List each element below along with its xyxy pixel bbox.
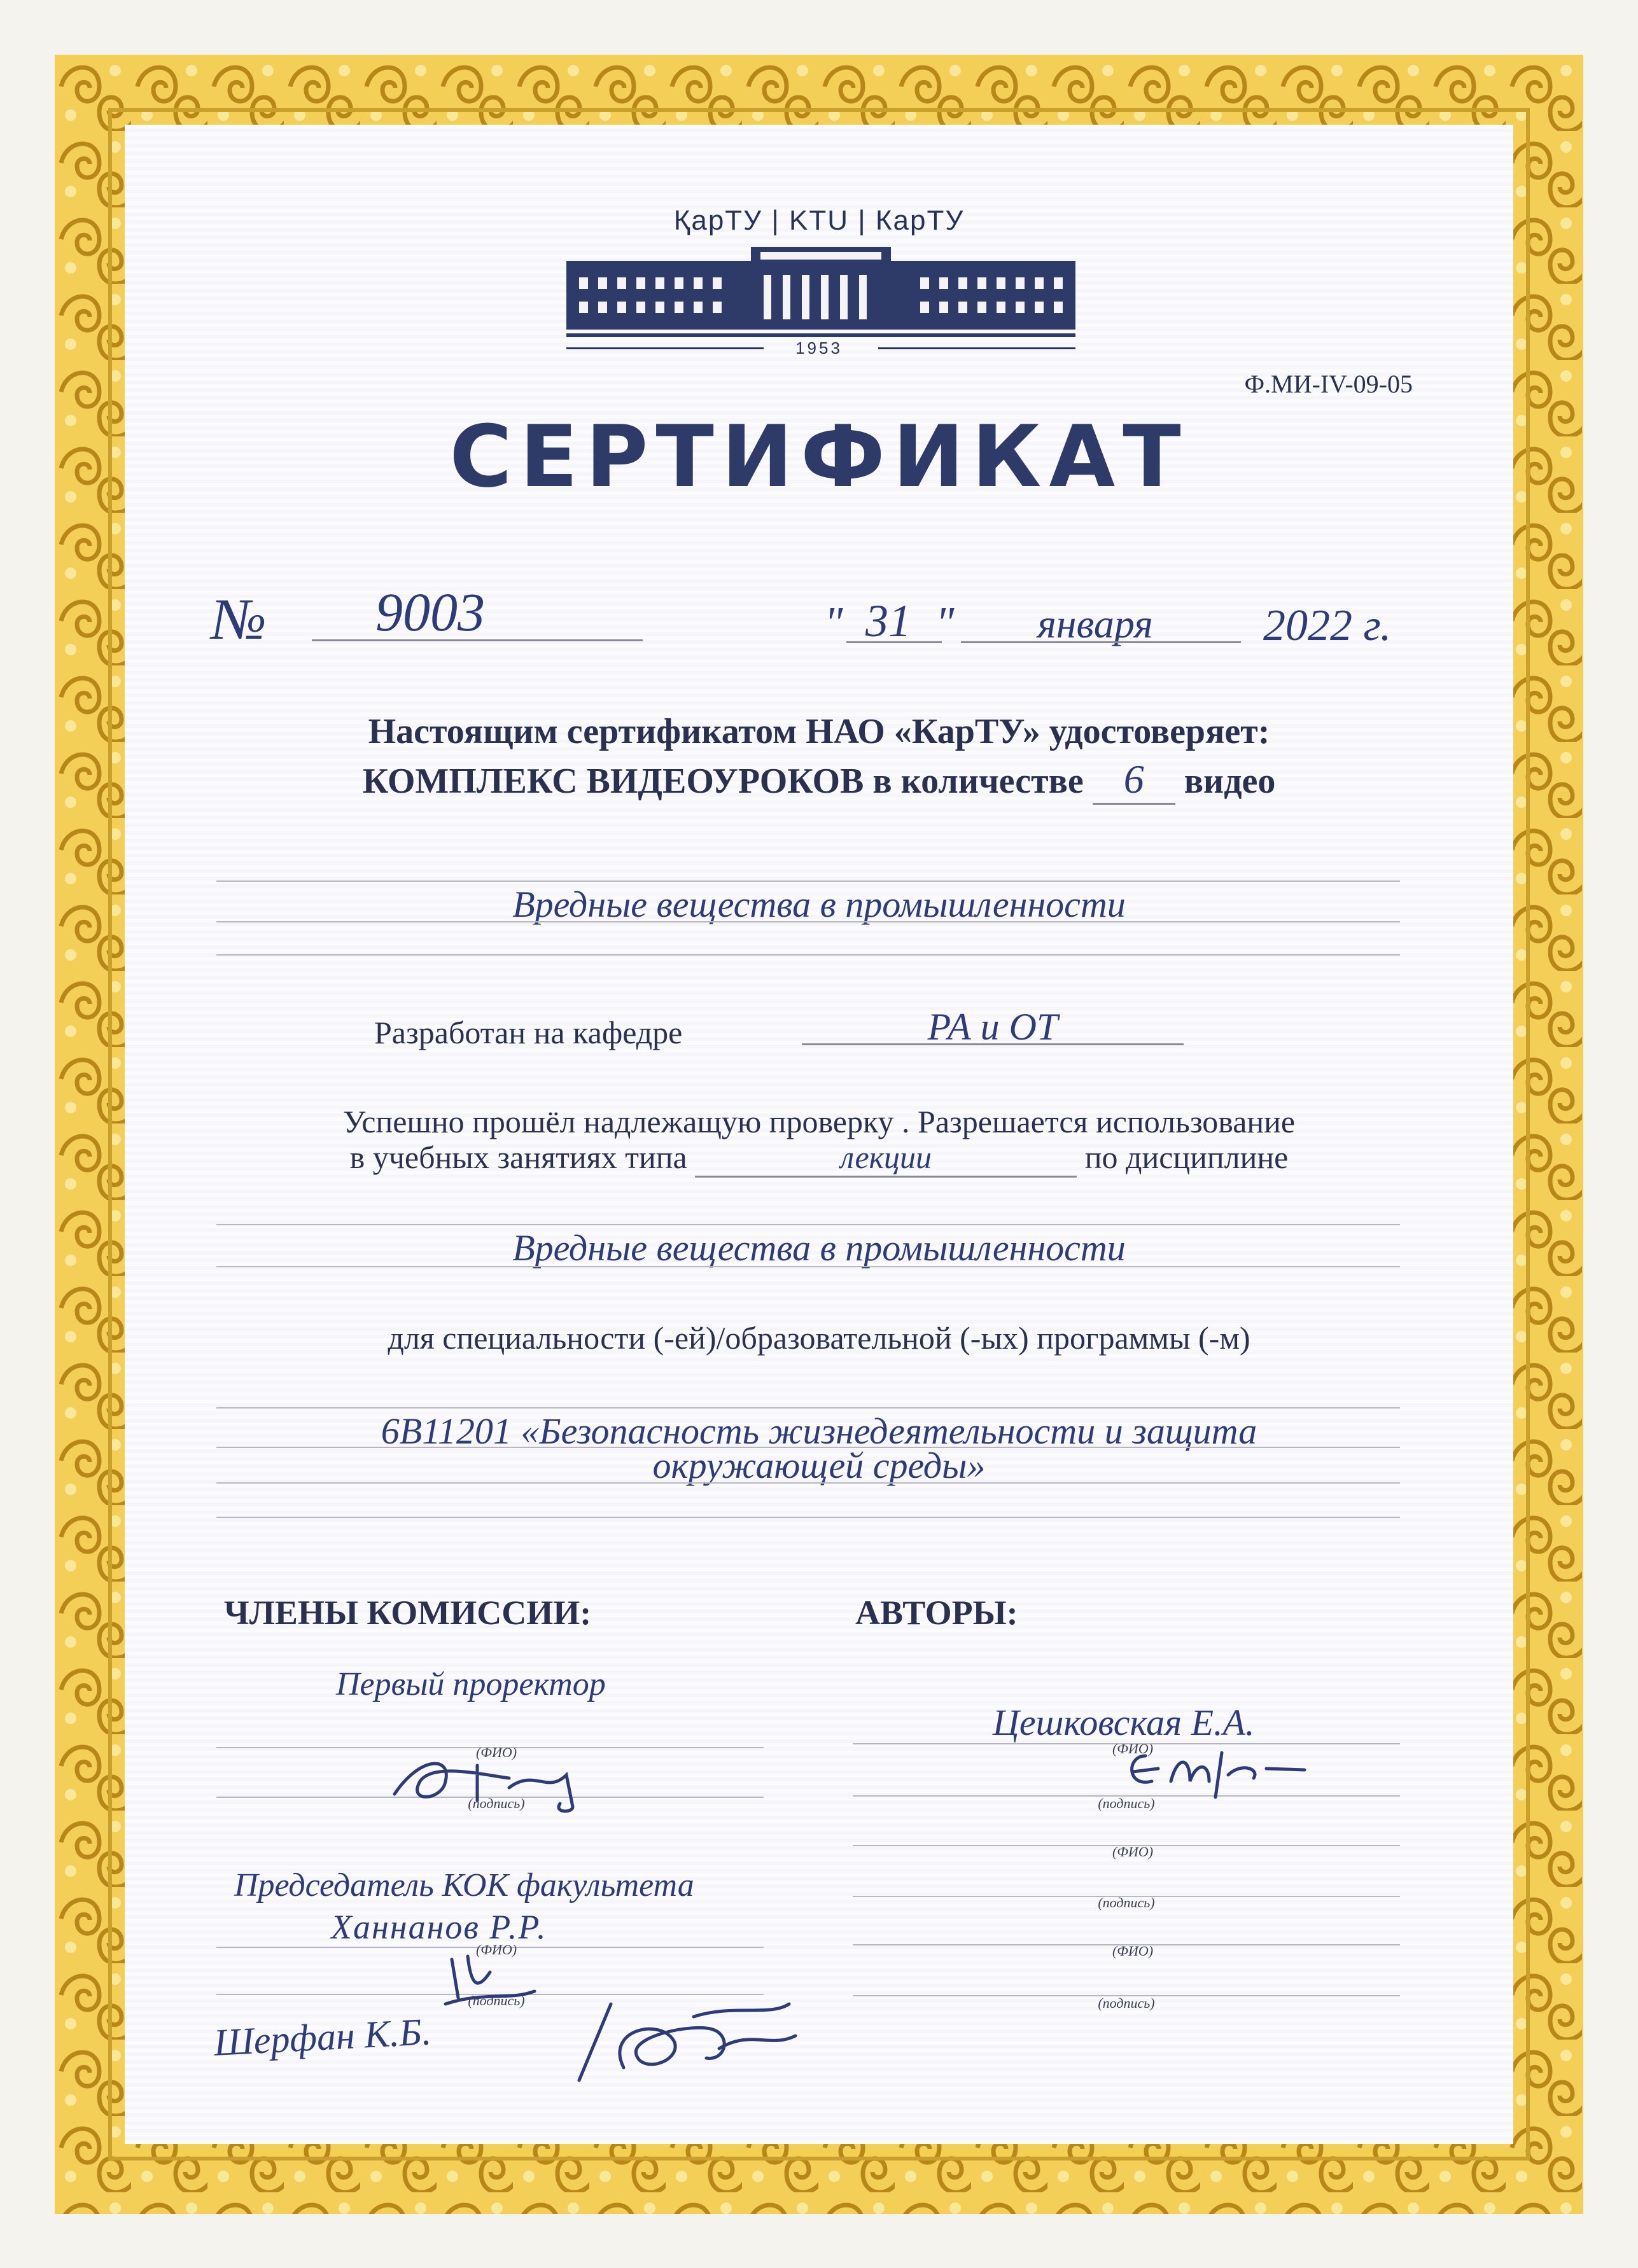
approval-line2-suffix: по дисциплине [1084, 1139, 1289, 1175]
date-open-quote: " [824, 599, 843, 648]
number-underline [312, 639, 643, 641]
date-year: 2022 г. [1263, 601, 1392, 650]
author1-signature-label: (подпись) [1098, 1795, 1155, 1811]
commission-heading: ЧЛЕНЫ КОМИССИИ: [224, 1594, 592, 1632]
author1-name: Цешковская Е.А. [993, 1702, 1255, 1743]
specialty-line-top [216, 1407, 1400, 1409]
specialty-label: для специальности (-ей)/образовательной (-ых) программы (-м) [388, 1320, 1250, 1356]
approval-line2 [0, 1139, 1638, 1178]
approval-line1: Успешно прошёл надлежащую проверку . Разрешается использование [342, 1104, 1296, 1139]
department-underline [802, 1043, 1184, 1045]
author1-signature-icon [1120, 1737, 1324, 1800]
specialty-line1: 6В11201 «Безопасность жизнедеятельности и защита [381, 1410, 1257, 1452]
commission-member1-role: Первый проректор [336, 1666, 606, 1702]
logo-year: 1953 [795, 338, 843, 358]
month-underline [961, 641, 1241, 643]
commission-member2-name: Ханнанов Р.Р. [331, 1908, 547, 1946]
department-value: РА и ОТ [927, 1006, 1058, 1048]
course-line-bottom [216, 954, 1400, 956]
specialty-line-mid2 [216, 1482, 1400, 1484]
course-line-top [216, 880, 1400, 882]
author1-fio-label: (ФИО) [1112, 1741, 1154, 1757]
number-sign: № [211, 587, 267, 651]
specialty-line2: окружающей среды» [652, 1445, 986, 1486]
course-title: Вредные вещества в промышленности [512, 884, 1126, 925]
member1-signature-icon [382, 1743, 611, 1819]
day-underline [846, 641, 942, 643]
lesson-type: лекции [695, 1139, 1077, 1178]
certificate-number: 9003 [375, 581, 485, 643]
certificate-title: СЕРТИФИКАТ [449, 407, 1189, 506]
video-count: 6 [1093, 756, 1175, 805]
author2-signature-label: (подпись) [1098, 1895, 1155, 1910]
member1-signature-label: (подпись) [468, 1795, 525, 1811]
author3-signature-label: (подпись) [1098, 1995, 1155, 2011]
approval-line2-prefix: в учебных занятиях типа [349, 1139, 687, 1175]
member3-signature-icon [566, 1991, 808, 2093]
date-close-quote: " [935, 599, 955, 648]
building-logo-icon [566, 247, 1075, 349]
commission-member2-role: Председатель КОК факультета [234, 1867, 694, 1903]
statement-line2-suffix: видео [1184, 762, 1276, 801]
specialty-line-bottom [216, 1517, 1400, 1518]
date-day: 31 [865, 595, 911, 646]
member2-signature-label: (подпись) [468, 1993, 525, 2008]
logo-text: ҚарТУ | KTU | КарТУ [673, 205, 965, 236]
department-label: Разработан на кафедре [374, 1015, 683, 1050]
date-month: января [1037, 601, 1153, 646]
member2-signature-icon [433, 1947, 560, 2017]
form-code: Ф.МИ-IV-09-05 [1244, 370, 1413, 398]
author2-fio-label: (ФИО) [1112, 1844, 1154, 1860]
statement-line2 [0, 756, 1638, 805]
member2-fio-label: (ФИО) [475, 1942, 517, 1958]
authors-heading: АВТОРЫ: [855, 1594, 1018, 1632]
discipline-line-top [216, 1224, 1400, 1225]
statement-line1: Настоящим сертификатом НАО «КарТУ» удостоверяет: [368, 712, 1270, 751]
commission-member3-name: Шерфан К.Б. [213, 2010, 433, 2064]
member1-fio-label: (ФИО) [475, 1744, 517, 1760]
statement-line2-prefix: КОМПЛЕКС ВИДЕОУРОКОВ в количестве [362, 762, 1084, 801]
discipline-line-bottom [216, 1266, 1400, 1267]
discipline-title: Вредные вещества в промышленности [512, 1227, 1126, 1269]
author3-fio-label: (ФИО) [1112, 1943, 1154, 1959]
course-line-mid [216, 921, 1400, 922]
